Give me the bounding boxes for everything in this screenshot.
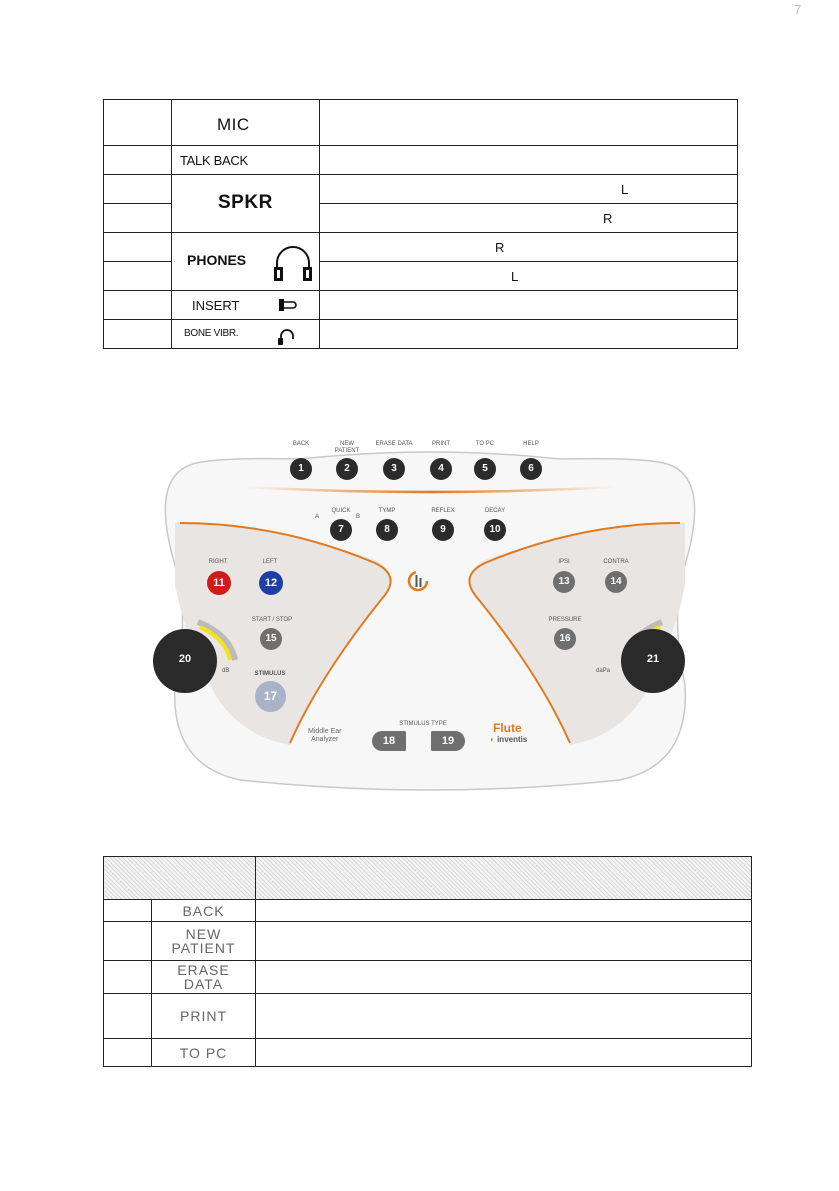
insert-label: INSERT bbox=[192, 298, 240, 313]
insert-earphone-icon bbox=[278, 297, 300, 313]
table-row bbox=[104, 100, 738, 146]
bone-vibrator-icon bbox=[277, 326, 297, 346]
brand-name: Flute bbox=[493, 721, 522, 735]
db-unit-label: dB bbox=[222, 668, 230, 674]
table-header-row bbox=[104, 857, 752, 900]
phones-label: PHONES bbox=[187, 252, 247, 268]
pressure-label: PRESSURE bbox=[548, 617, 582, 623]
maker-logo-icon: ◐ bbox=[490, 735, 495, 744]
left-button[interactable]: 12 bbox=[259, 571, 283, 595]
top-button-1[interactable]: 1 bbox=[290, 458, 312, 480]
phones-right-letter: R bbox=[495, 240, 505, 255]
right-button[interactable]: 11 bbox=[207, 571, 231, 595]
table-row bbox=[104, 1039, 752, 1067]
contra-label: CONTRA bbox=[603, 559, 629, 565]
phones-left-letter: L bbox=[511, 269, 519, 284]
stimulus-button[interactable]: 17 bbox=[255, 681, 286, 712]
table-row bbox=[104, 233, 738, 262]
stimulus-type-label: STIMULUS TYPE bbox=[399, 721, 447, 727]
fn-print: PRINT bbox=[152, 994, 256, 1039]
top-button-label: BACK bbox=[292, 441, 310, 447]
model-line-2: Analyzer bbox=[311, 736, 339, 743]
right-label: RIGHT bbox=[208, 559, 228, 565]
spkr-left-letter: L bbox=[621, 182, 629, 197]
table-row bbox=[104, 900, 752, 922]
quick-a-label: A bbox=[315, 514, 320, 520]
test-button-7[interactable]: 7 bbox=[330, 519, 352, 541]
table-row bbox=[104, 994, 752, 1039]
fn-erase-data bbox=[152, 961, 256, 994]
mic-label: MIC bbox=[217, 115, 250, 134]
maker-name bbox=[490, 735, 527, 744]
start-stop-button[interactable]: 15 bbox=[260, 628, 282, 650]
connector-table bbox=[103, 99, 738, 349]
table-row bbox=[104, 291, 738, 320]
test-button-9[interactable]: 9 bbox=[432, 519, 454, 541]
top-button-label: PRINT bbox=[432, 441, 450, 447]
top-button-2[interactable]: 2 bbox=[336, 458, 358, 480]
test-button-label: TYMP bbox=[378, 508, 396, 514]
table-row bbox=[104, 922, 752, 961]
table-row bbox=[104, 961, 752, 994]
contra-button[interactable]: 14 bbox=[605, 571, 627, 593]
dapa-unit-label: daPa bbox=[596, 668, 611, 674]
top-button-4[interactable]: 4 bbox=[430, 458, 452, 480]
table-row bbox=[104, 146, 738, 175]
model-line-1: Middle Ear bbox=[308, 728, 342, 735]
bone-vibr-label: BONE VIBR. bbox=[184, 328, 239, 339]
quick-b-label: B bbox=[356, 514, 361, 520]
test-button-label: QUICK bbox=[331, 508, 351, 514]
level-knob[interactable]: 20 bbox=[178, 653, 192, 665]
top-button-label: TO PC bbox=[475, 441, 495, 447]
fn-new-patient-text: NEW PATIENT bbox=[171, 926, 236, 956]
test-button-8[interactable]: 8 bbox=[376, 519, 398, 541]
test-button-label: DECAY bbox=[484, 508, 506, 514]
start-stop-label: START / STOP bbox=[251, 617, 293, 623]
top-button-5[interactable]: 5 bbox=[474, 458, 496, 480]
top-button-3[interactable]: 3 bbox=[383, 458, 405, 480]
stimulus-label: STIMULUS bbox=[254, 671, 286, 677]
top-button-label: NEW PATIENT bbox=[334, 441, 360, 454]
model-name bbox=[308, 728, 341, 744]
left-label: LEFT bbox=[262, 559, 278, 565]
spkr-right-letter: R bbox=[603, 211, 613, 226]
pressure-knob[interactable]: 21 bbox=[646, 653, 660, 665]
device-front-panel bbox=[150, 435, 710, 795]
test-button-10[interactable]: 10 bbox=[484, 519, 506, 541]
talk-back-label: TALK BACK bbox=[180, 153, 248, 168]
fn-erase-data-text: ERASE DATA bbox=[177, 962, 230, 992]
test-button-label: REFLEX bbox=[431, 508, 455, 514]
stimulus-type-right-button[interactable]: 19 bbox=[431, 731, 465, 751]
ipsi-label: IPSI bbox=[558, 559, 570, 565]
ipsi-button[interactable]: 13 bbox=[553, 571, 575, 593]
stimulus-type-left-button[interactable]: 18 bbox=[372, 731, 406, 751]
top-button-label: HELP bbox=[523, 441, 539, 447]
top-button-label: ERASE DATA bbox=[375, 441, 413, 447]
function-table bbox=[103, 856, 752, 1067]
spkr-label: SPKR bbox=[218, 192, 273, 213]
top-button-6[interactable]: 6 bbox=[520, 458, 542, 480]
headphones-icon bbox=[272, 243, 314, 283]
pressure-button[interactable]: 16 bbox=[554, 628, 576, 650]
page-number: 7 bbox=[794, 2, 802, 17]
fn-new-patient bbox=[152, 922, 256, 961]
table-row bbox=[104, 175, 738, 204]
maker-text: inventis bbox=[497, 735, 528, 744]
table-row bbox=[104, 320, 738, 349]
fn-back: BACK bbox=[152, 900, 256, 922]
fn-to-pc: TO PC bbox=[152, 1039, 256, 1067]
